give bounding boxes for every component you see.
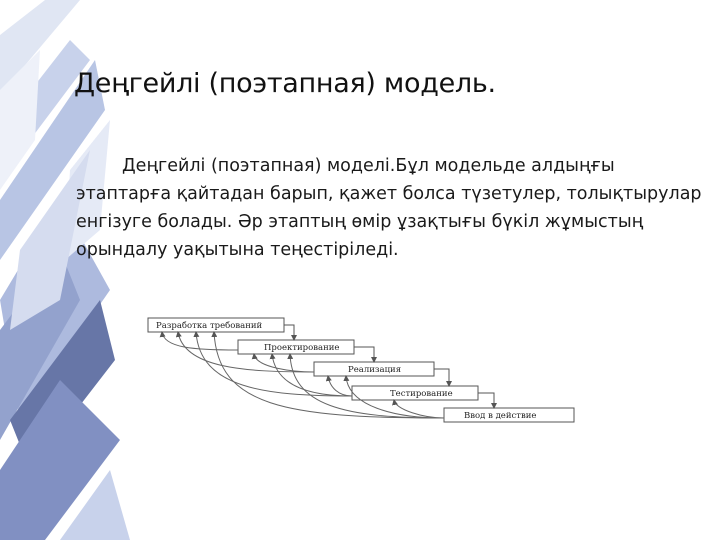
stage-label-deployment: Ввод в действие — [464, 411, 537, 421]
slide-body-text: Деңгейлі (поэтапная) моделі.Бұл модельде алдыңғы этаптарға қайтадан барып, қажет болса түзетулер, толықтырулар енгізуге болады. Әр этаптың өмір ұзақтығы бүкіл жұмыстың орындалу уақытына теңестіріледі. — [76, 156, 702, 260]
slide-title: Деңгейлі (поэтапная) модель. — [74, 68, 496, 99]
stage-label-testing: Тестирование — [390, 389, 453, 399]
stage-label-design: Проектирование — [264, 343, 340, 353]
stage-label-implementation: Реализация — [348, 365, 402, 375]
stage-label-requirements: Разработка требований — [156, 321, 263, 331]
waterfall-diagram — [134, 308, 584, 438]
